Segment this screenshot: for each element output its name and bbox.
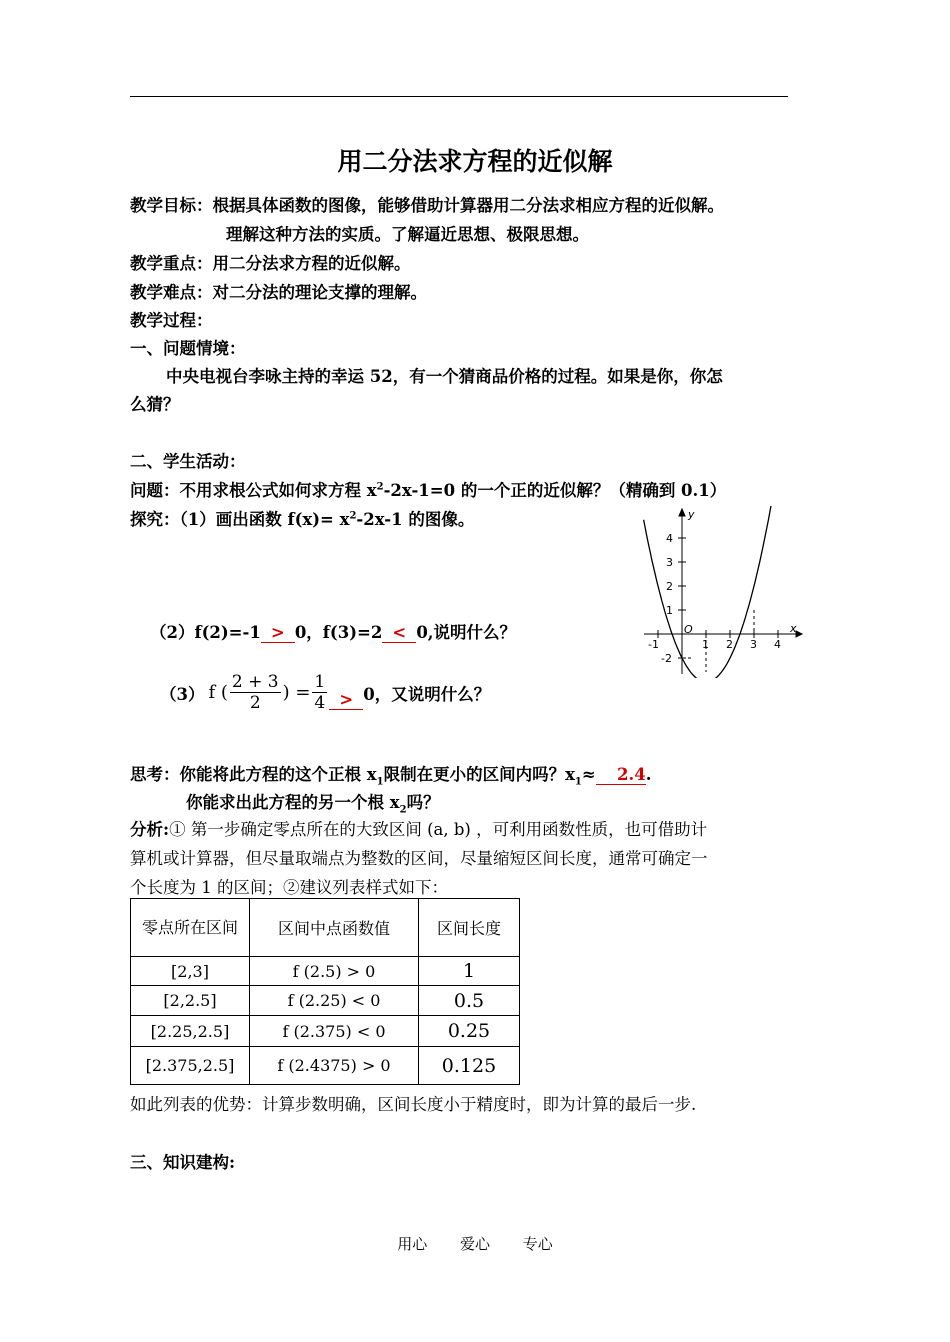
table-row [131,986,520,1016]
table-cell: f (2.5) > 0 [250,957,419,986]
table-cell: f (2.375) < 0 [250,1016,419,1047]
question-sup: 2 [376,481,384,493]
y-tick-label: -2 [661,652,672,665]
origin-label: O [684,623,693,636]
think-dot: . [645,765,652,784]
step3-f: f ( [208,682,228,703]
step3-blank: > [329,690,363,710]
advantage-text: 如此列表的优势：计算步数明确，区间长度小于精度时，即为计算的最后一步. [130,1095,697,1114]
difficulty: 教学难点：对二分法的理论支撑的理解。 [130,283,427,302]
step3-eq: ) = [282,682,311,703]
explore-line [130,506,474,530]
key-point: 教学重点：用二分法求方程的近似解。 [130,254,411,273]
y-tick-label: 3 [666,556,673,569]
goals-label: 教学目标： [130,196,213,215]
table-cell: f (2.4375) > 0 [250,1047,419,1085]
step3-den-1: 2 [249,693,261,713]
footer-item: 专心 [522,1235,553,1253]
step2-blank-2: < [382,623,416,643]
x-tick-label: -1 [648,638,659,651]
step2-blank-1: > [261,623,295,643]
table-header-row [131,899,520,957]
explore-text-a: 探究：（1）画出函数 f(x)= x [130,510,350,529]
analysis-text-1: ① 第一步确定零点所在的大致区间 (a, b) ，可利用函数性质，也可借助计 [169,820,708,839]
question-text-b: -2x-1=0 的一个正的近似解？（精确到 0.1） [383,481,727,500]
step2-text-b: 0，f(3)=2 [294,623,383,642]
step3-num-2: 1 [314,672,326,692]
think-line-2 [186,789,440,815]
think-text-b: 限制在更小的区间内吗？x [383,765,575,784]
table-cell: [2,2.5] [131,986,250,1016]
table-header-cell: 区间中点函数值 [250,899,419,957]
bisection-table [130,898,520,1085]
question-text-a: 问题：不用求根公式如何求方程 x [130,481,377,500]
explore-sup: 2 [349,510,357,522]
analysis-line-3: 个长度为 1 的区间；②建议列表样式如下： [130,878,448,897]
table-cell: 0.5 [419,986,520,1016]
step3-line [160,672,490,713]
table-row [131,1047,520,1085]
table-row [131,957,520,986]
think-answer: 2.4 [596,765,646,785]
x-tick-label: 3 [750,638,757,651]
step2-text-a: （2）f(2)=-1 [150,623,261,642]
step2-text-c: 0,说明什么？ [416,623,517,642]
step3-den-2: 4 [314,693,326,713]
question-line [130,477,726,501]
step3-suffix: 0，又说明什么？ [363,684,491,704]
page-title: 用二分法求方程的近似解 [337,147,613,176]
y-axis-arrow [679,509,685,516]
section1-para-2: 么猜？ [130,395,180,414]
step3-prefix: （3） [160,684,205,704]
think-line2-sub: 2 [399,804,407,816]
think-line2-text-b: 吗？ [406,793,440,812]
think-line2-text-a: 你能求出此方程的另一个根 x [186,793,400,812]
section3-heading: 三、知识建构: [130,1153,236,1172]
x-tick-label: 1 [702,638,709,651]
table-cell: f (2.25) < 0 [250,986,419,1016]
analysis-line-1 [130,816,707,840]
step3-fraction-2 [312,672,327,713]
think-text-a: 思考：你能将此方程的这个正根 x [130,765,377,784]
goals-line-1 [130,192,724,216]
think-line-1 [130,761,651,787]
x-axis-label: x [790,622,797,635]
footer-item: 用心 [397,1235,428,1253]
table-cell: [2,3] [131,957,250,986]
table-header-cell: 零点所在区间 [131,899,250,957]
explore-text-b: -2x-1 的图像。 [356,510,475,529]
table-header-cell: 区间长度 [419,899,520,957]
y-tick-label: 1 [666,604,673,617]
step2-line [150,619,516,643]
analysis-label: 分析: [130,820,170,839]
x-axis-arrow [796,631,802,637]
think-sub-2: 1 [574,776,582,788]
table-cell: 1 [419,957,520,986]
goals-text-1: 根据具体函数的图像，能够借助计算器用二分法求相应方程的近似解。 [212,196,724,215]
think-sub-1: 1 [376,776,384,788]
goals-line-2: 理解这种方法的实质。了解逼近思想、极限思想。 [226,225,589,244]
analysis-line-2: 算机或计算器，但尽量取端点为整数的区间，尽量缩短区间长度，通常可确定一 [130,849,708,868]
step3-num-1: 2 + 3 [231,672,279,692]
footer-item: 爱心 [459,1235,490,1253]
section1-para-1: 中央电视台李咏主持的幸运 52，有一个猜商品价格的过程。如果是你，你怎 [166,367,723,386]
table-cell: 0.25 [419,1016,520,1047]
table-cell: [2.375,2.5] [131,1047,250,1085]
parabola-graph [636,506,806,678]
step3-fraction-1 [230,672,281,713]
y-tick-label: 2 [666,580,673,593]
table-cell: [2.25,2.5] [131,1016,250,1047]
x-tick-label: 2 [726,638,733,651]
section1-heading: 一、问题情境： [130,339,246,358]
header-rule [130,96,788,97]
x-tick-label: 4 [774,638,781,651]
process-heading: 教学过程： [130,311,213,330]
table-cell: 0.125 [419,1047,520,1085]
footer [0,1233,950,1254]
y-tick-label: 4 [666,532,673,545]
y-axis-label: y [688,508,695,521]
think-approx: ≈ [581,765,596,784]
section2-heading: 二、学生活动： [130,452,246,471]
table-row [131,1016,520,1047]
